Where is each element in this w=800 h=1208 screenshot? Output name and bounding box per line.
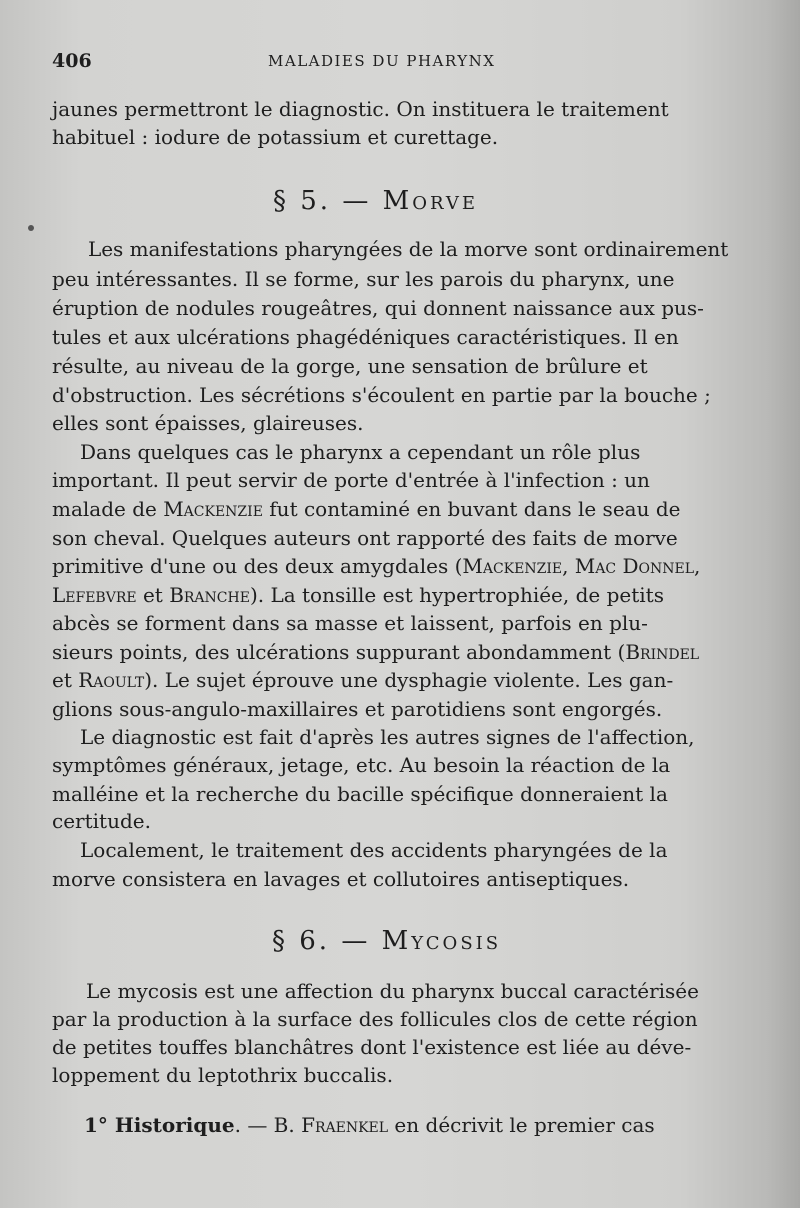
section-heading: § 6. — Mycosis bbox=[272, 926, 502, 956]
author-name: Lefebvre bbox=[52, 583, 137, 607]
text-line: malade de Mackenzie fut contaminé en buvant dans le seau de bbox=[52, 497, 681, 521]
text-line: loppement du leptothrix buccalis. bbox=[52, 1063, 394, 1087]
text-line: Dans quelques cas le pharynx a cependant un rôle plus bbox=[80, 440, 641, 464]
text-line: malléine et la recherche du bacille spécifique donneraient la bbox=[52, 782, 668, 806]
text-line: morve consistera en lavages et collutoires antiseptiques. bbox=[52, 867, 630, 891]
text-line: son cheval. Quelques auteurs ont rapporté des faits de morve bbox=[52, 526, 678, 550]
text-line: par la production à la surface des follicules clos de cette région bbox=[52, 1007, 698, 1031]
text-line: Localement, le traitement des accidents pharyngées de la bbox=[80, 838, 668, 862]
text-line: et Raoult). Le sujet éprouve une dysphagie violente. Les gan- bbox=[52, 668, 674, 692]
text-line: jaunes permettront le diagnostic. On instituera le traitement bbox=[52, 97, 669, 121]
subsection-line: 1° Historique. — B. Fraenkel en décrivit le premier cas bbox=[84, 1113, 655, 1137]
text-line: abcès se forment dans sa masse et laissent, parfois en plu- bbox=[52, 611, 648, 635]
text-line: d'obstruction. Les sécrétions s'écoulent en partie par la bouche ; bbox=[52, 383, 711, 407]
author-name: Mackenzie, Mac Donnel, bbox=[462, 554, 701, 578]
subsection-title: 1° Historique bbox=[84, 1113, 235, 1137]
author-name: Branche bbox=[169, 583, 250, 607]
text-line: important. Il peut servir de porte d'entrée à l'infection : un bbox=[52, 468, 650, 492]
text-line: primitive d'une ou des deux amygdales (Mackenzie, Mac Donnel, bbox=[52, 554, 701, 578]
text-line: elles sont épaisses, glaireuses. bbox=[52, 411, 364, 435]
text-line: de petites touffes blanchâtres dont l'existence est liée au déve- bbox=[52, 1035, 692, 1059]
text-line: certitude. bbox=[52, 809, 151, 833]
text-line: glions sous-angulo-maxillaires et parotidiens sont engorgés. bbox=[52, 697, 663, 721]
running-title: MALADIES DU PHARYNX bbox=[268, 52, 496, 70]
text-line: symptômes généraux, jetage, etc. Au besoin la réaction de la bbox=[52, 753, 671, 777]
author-name: Fraenkel bbox=[301, 1113, 389, 1137]
section-heading: § 5. — Morve bbox=[273, 186, 479, 216]
author-name: Brindel bbox=[625, 640, 700, 664]
author-name: Mackenzie bbox=[163, 497, 263, 521]
page-speck bbox=[28, 225, 34, 231]
text-line: habituel : iodure de potassium et curettage. bbox=[52, 125, 499, 149]
text-line: peu intéressantes. Il se forme, sur les parois du pharynx, une bbox=[52, 267, 675, 291]
text-line: Les manifestations pharyngées de la morve sont ordinairement bbox=[88, 237, 729, 261]
text-line: tules et aux ulcérations phagédéniques caractéristiques. Il en bbox=[52, 325, 679, 349]
text-line: sieurs points, des ulcérations suppurant abondamment (Brindel bbox=[52, 640, 700, 664]
text-line: résulte, au niveau de la gorge, une sensation de brûlure et bbox=[52, 354, 648, 378]
text-line: Lefebvre et Branche). La tonsille est hypertrophiée, de petits bbox=[52, 583, 664, 607]
page-number: 406 bbox=[52, 50, 92, 72]
author-name: Raoult bbox=[78, 668, 145, 692]
text-line: Le diagnostic est fait d'après les autres signes de l'affection, bbox=[80, 725, 695, 749]
text-line: éruption de nodules rougeâtres, qui donnent naissance aux pus- bbox=[52, 296, 704, 320]
text-line: Le mycosis est une affection du pharynx buccal caractérisée bbox=[86, 979, 699, 1003]
